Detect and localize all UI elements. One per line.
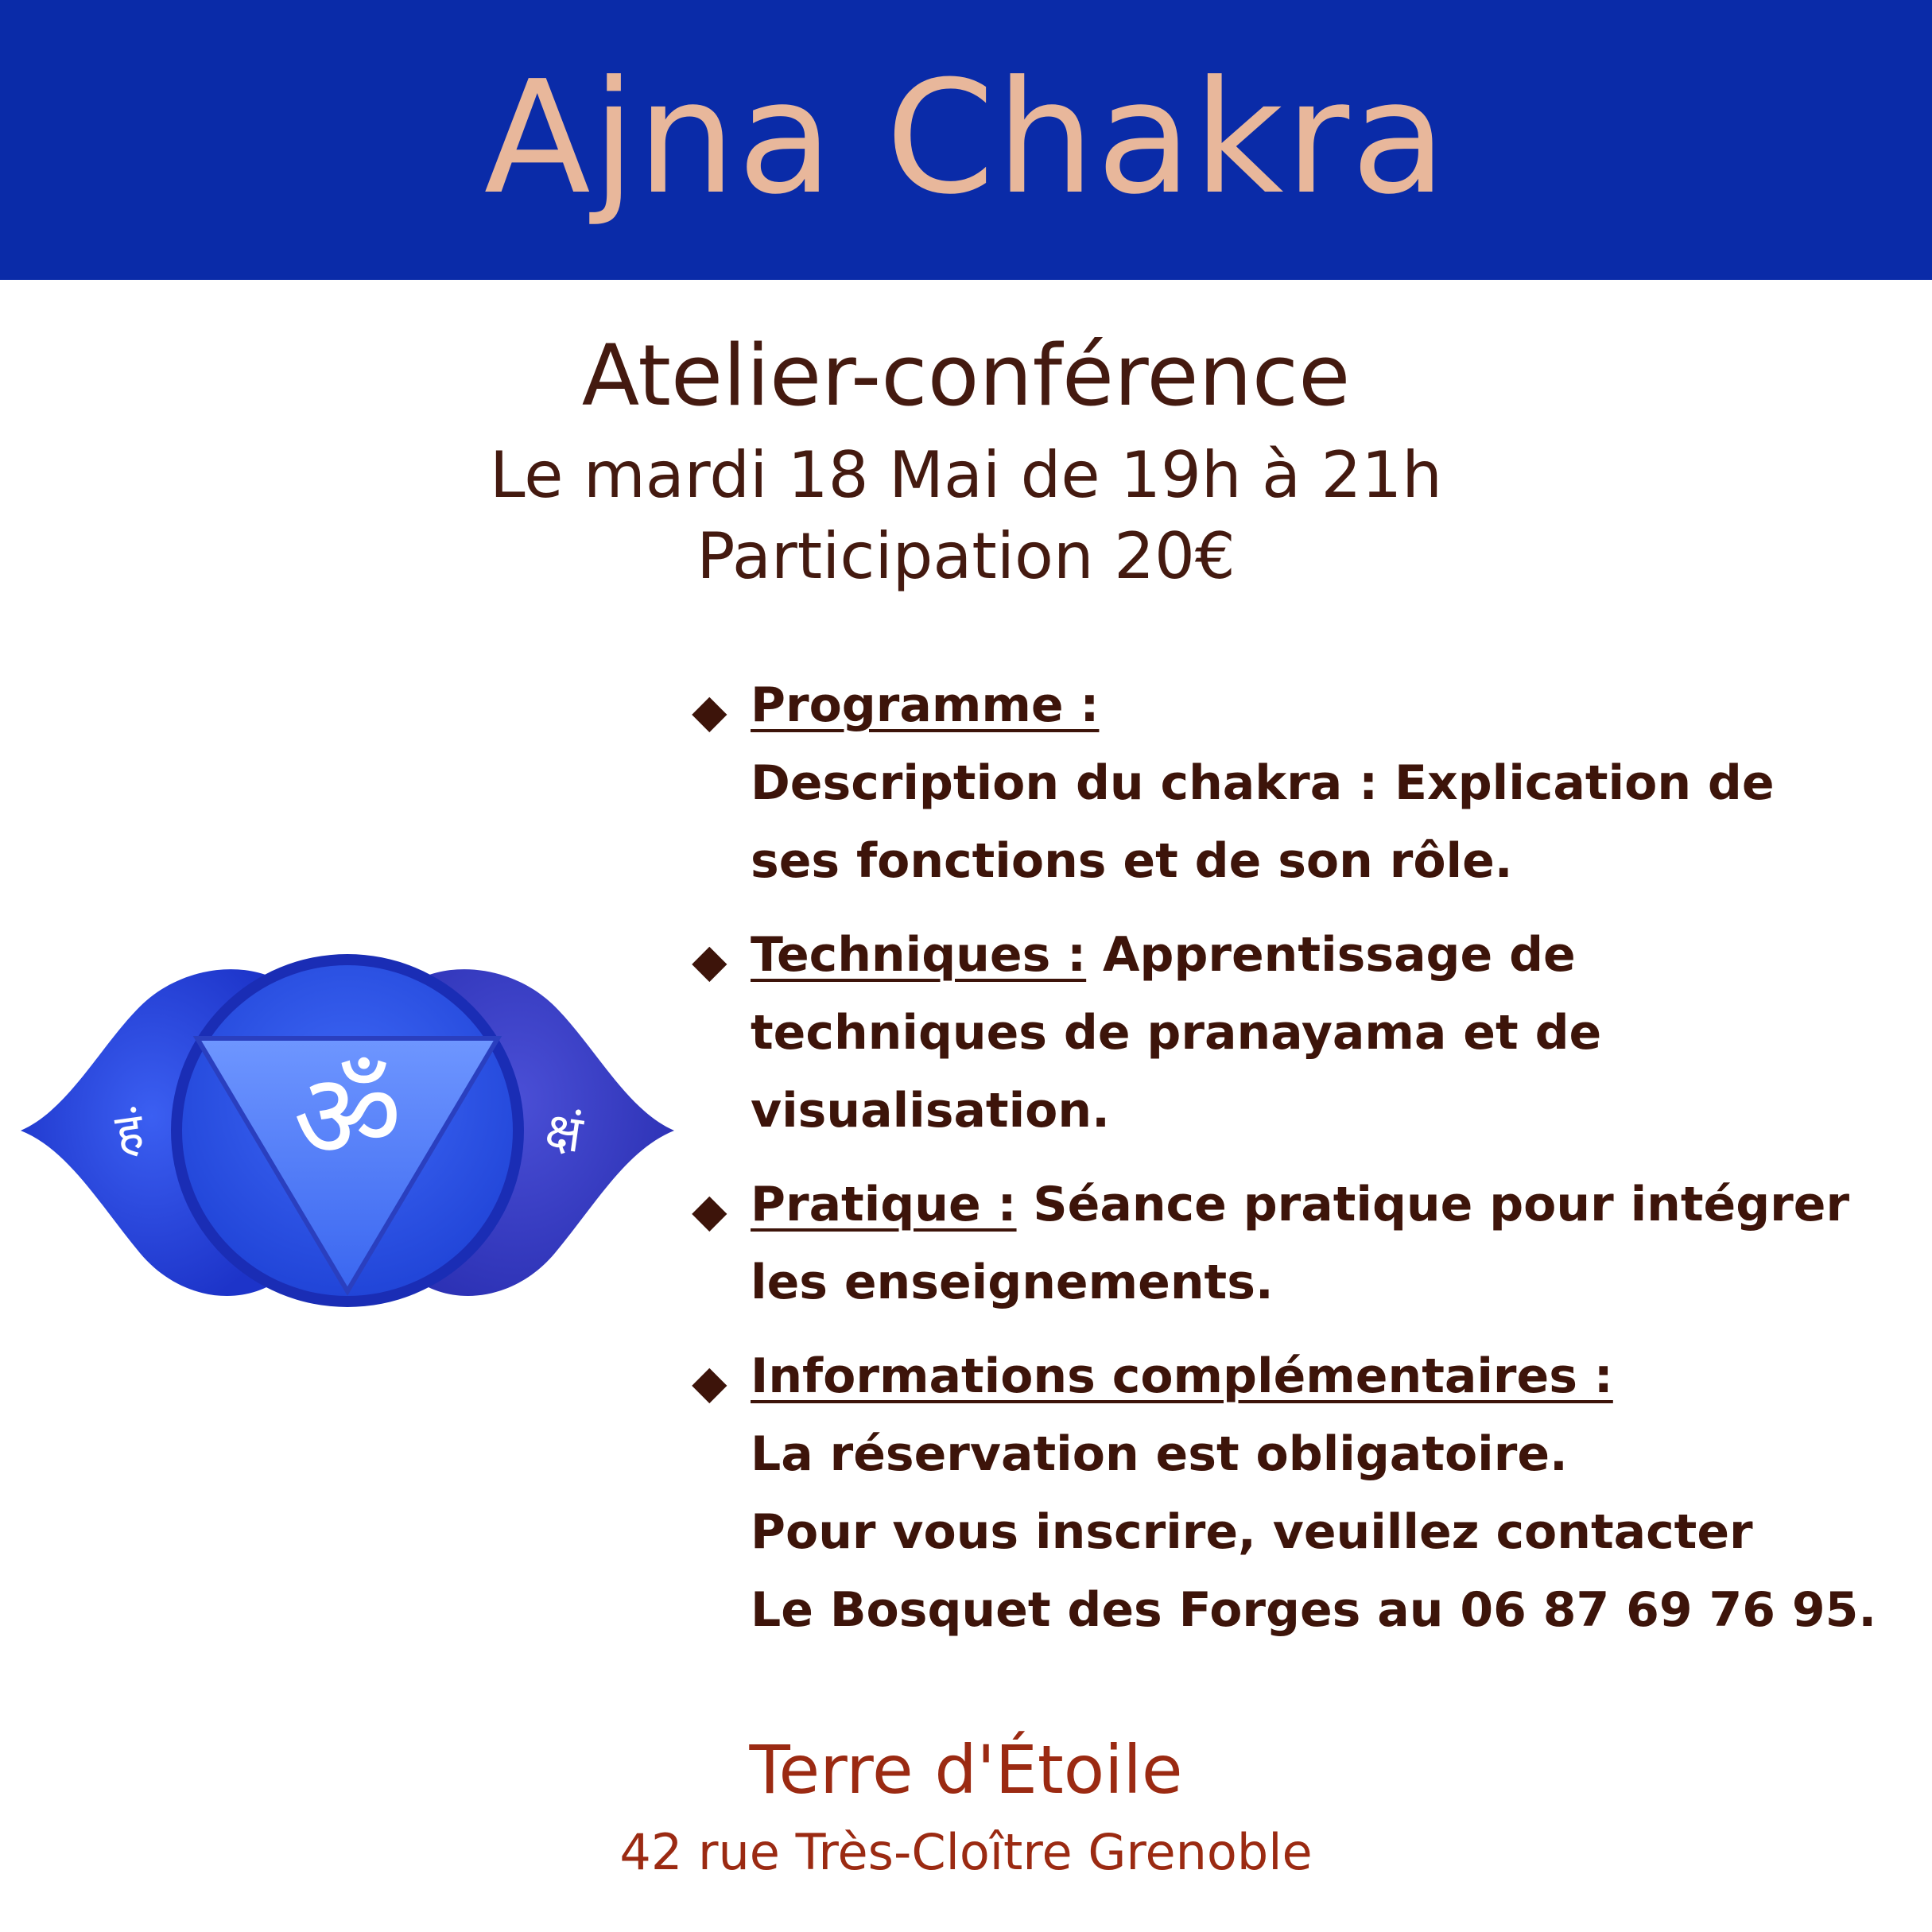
page-title: Ajna Chakra — [483, 48, 1449, 229]
list-item-programme — [692, 666, 1916, 900]
diamond-bullet-icon: ◆ — [692, 933, 727, 987]
list-item-pratique — [692, 1166, 1916, 1321]
diamond-bullet-icon: ◆ — [692, 1183, 727, 1237]
diamond-bullet-icon: ◆ — [692, 684, 727, 738]
item-line: les enseignements. — [751, 1255, 1274, 1310]
program-list — [692, 666, 1916, 1665]
venue-name: Terre d'Étoile — [749, 1731, 1183, 1809]
om-glyph: ॐ — [293, 1048, 402, 1186]
event-date: Le mardi 18 Mai de 19h à 21h — [490, 438, 1442, 512]
item-line: ses fonctions et de son rôle. — [751, 833, 1513, 889]
item-line: Pour vous inscrire, veuillez contacter — [751, 1504, 1753, 1560]
item-line: techniques de pranayama et de — [751, 1005, 1602, 1061]
left-glyph: हं — [112, 1102, 148, 1165]
event-type: Atelier-conférence — [581, 327, 1351, 425]
ajna-chakra-symbol-icon — [21, 951, 674, 1310]
list-item-informations — [692, 1337, 1916, 1649]
right-glyph: क्षं — [541, 1101, 586, 1166]
item-heading: Informations complémentaires : — [751, 1348, 1613, 1404]
item-heading: Techniques : — [751, 927, 1087, 983]
item-heading: Pratique : — [751, 1177, 1017, 1232]
item-line: La réservation est obligatoire. — [751, 1426, 1568, 1482]
venue-address: 42 rue Très-Cloître Grenoble — [619, 1823, 1313, 1881]
item-heading: Programme : — [751, 677, 1100, 733]
list-item-techniques — [692, 916, 1916, 1150]
title-banner — [0, 0, 1932, 280]
event-price: Participation 20€ — [696, 519, 1236, 593]
item-line: visualisation. — [751, 1083, 1110, 1139]
item-line: Description du chakra : Explication de — [751, 755, 1775, 811]
item-text: Séance pratique pour intégrer — [1016, 1177, 1850, 1232]
item-line: Le Bosquet des Forges au 06 87 69 76 95. — [751, 1582, 1877, 1638]
diamond-bullet-icon: ◆ — [692, 1355, 727, 1409]
item-text: Apprentissage de — [1086, 927, 1576, 983]
